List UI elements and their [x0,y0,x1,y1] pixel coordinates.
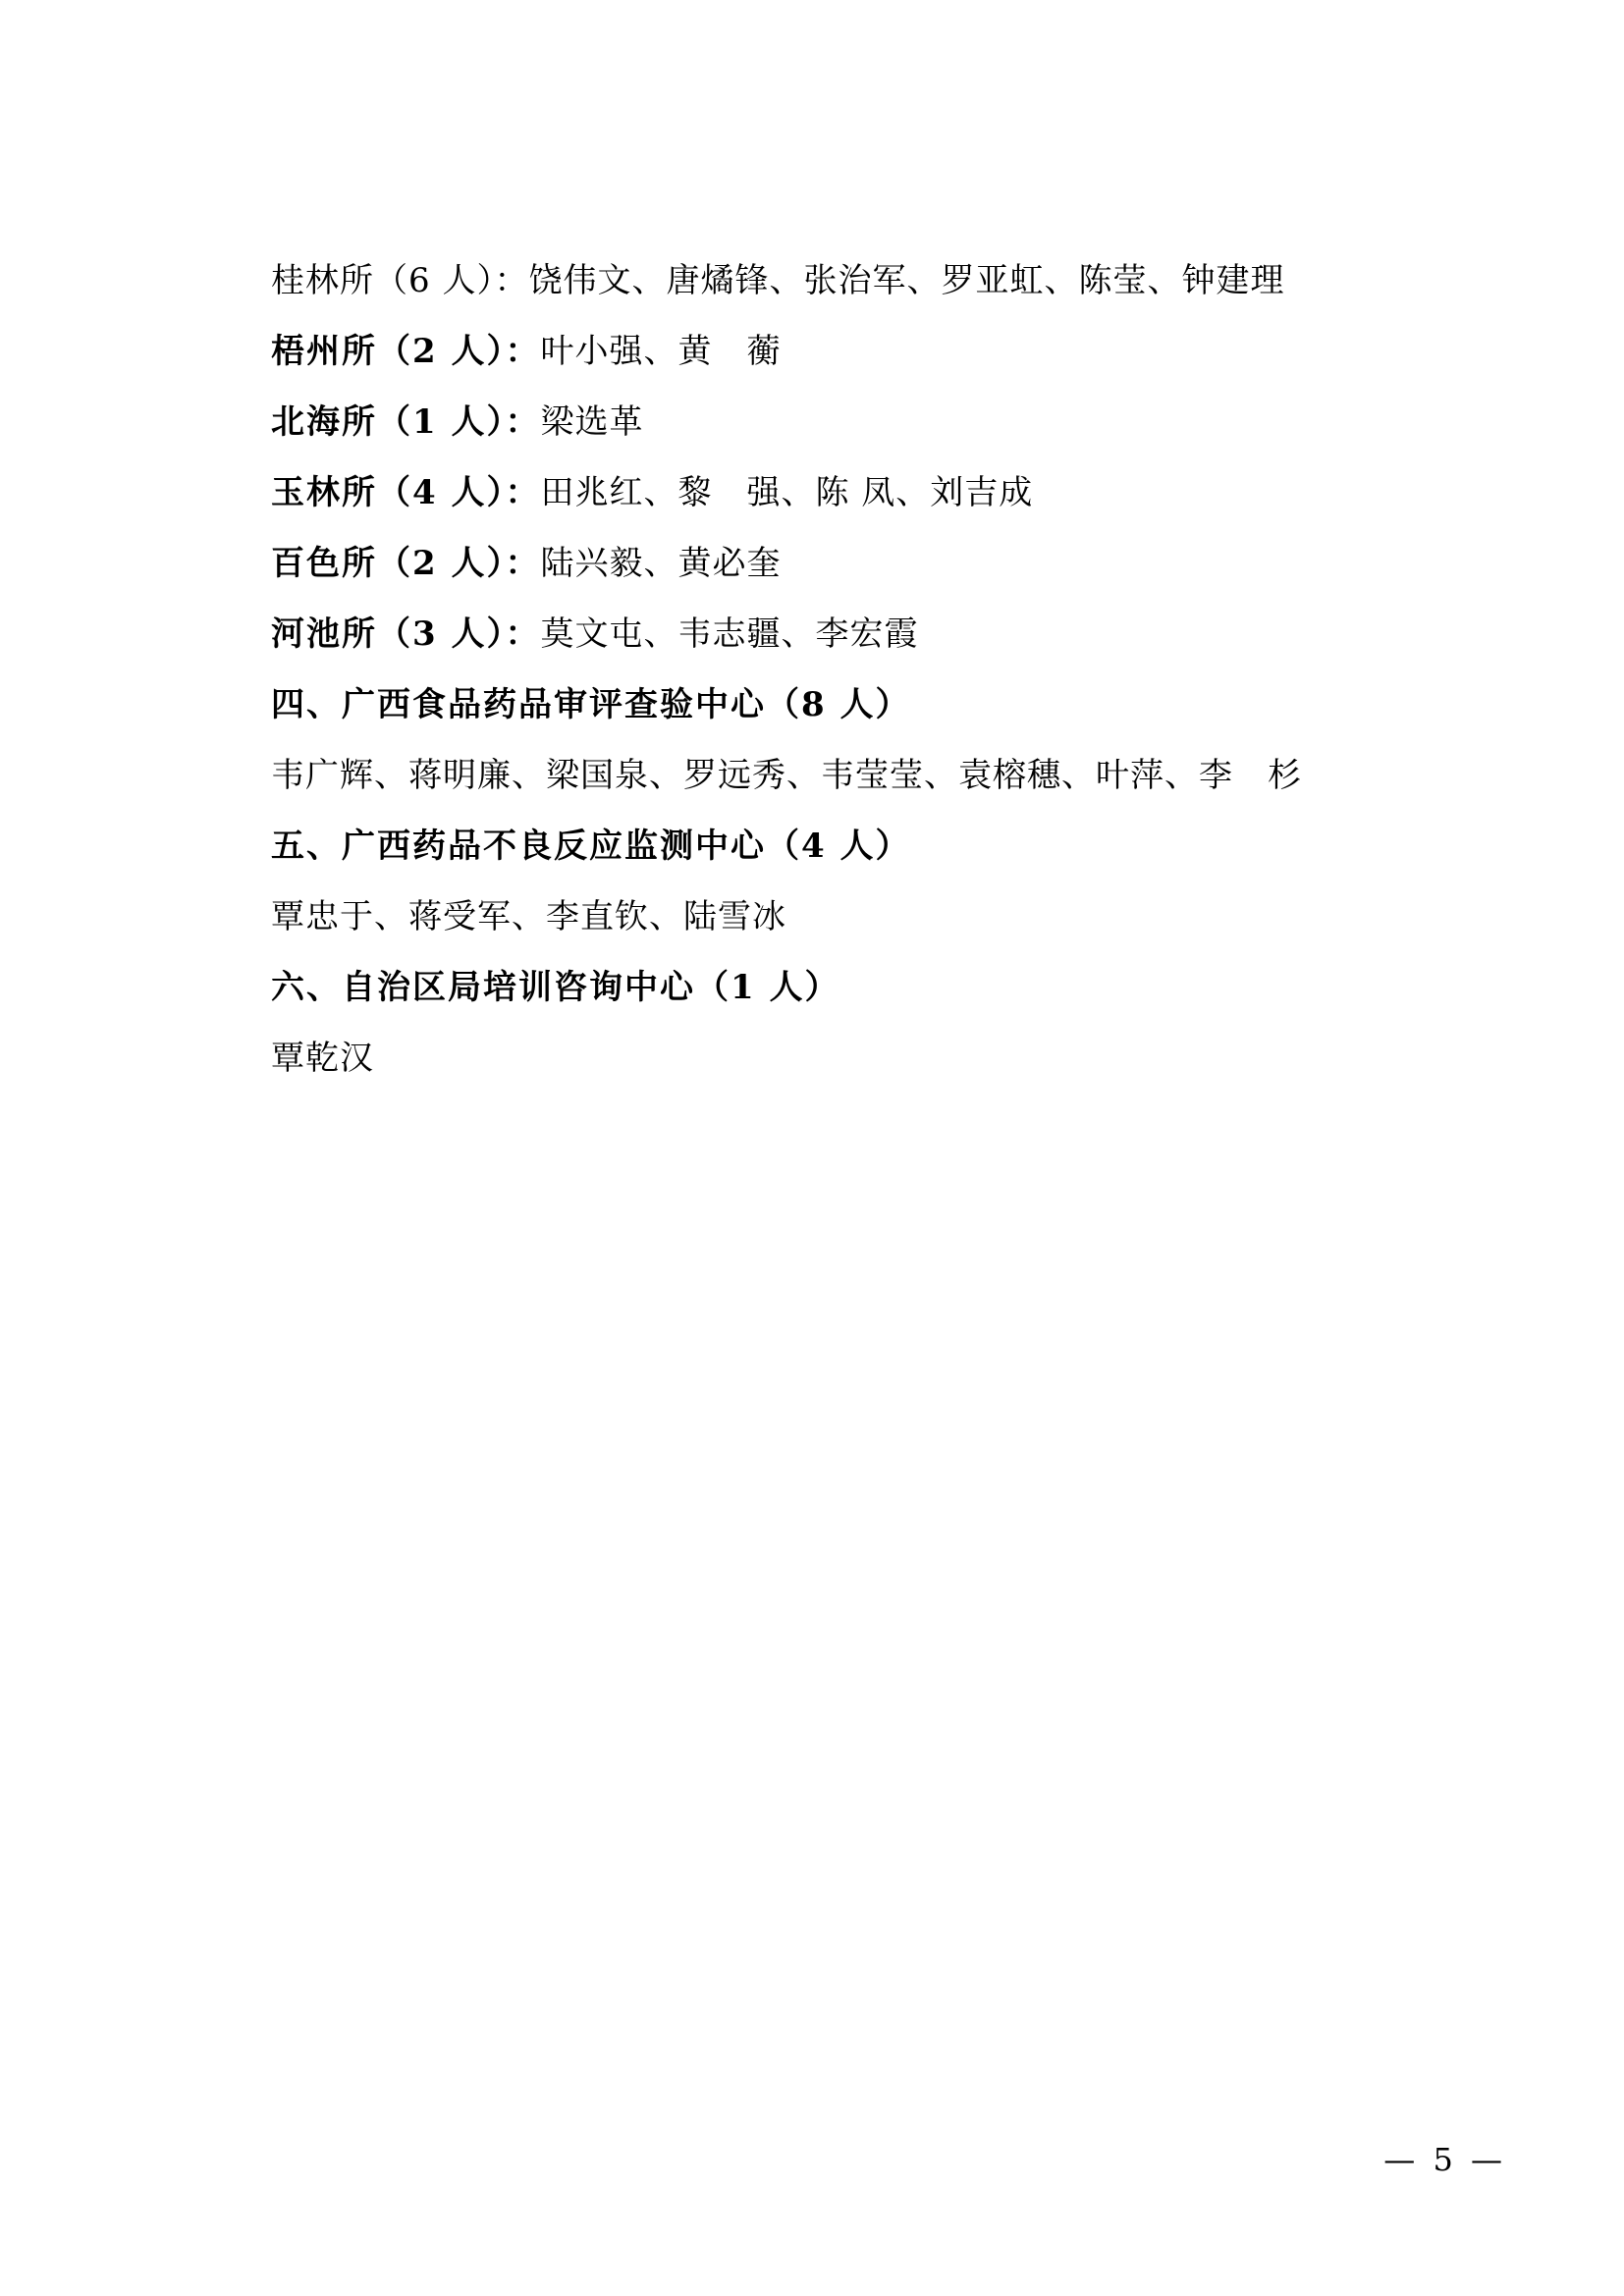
section-names-4: 韦广辉、蒋明廉、梁国泉、罗远秀、韦莹莹、袁榕穗、叶萍、李 杉 [271,756,1302,795]
entry-wuzhou-label: 梧州所（2 人）： [271,332,541,371]
entry-beihai [204,387,1412,457]
section-heading-4: 四、广西食品药品审评查验中心（8 人） [271,685,911,724]
document-body [204,245,1412,1094]
entry-guilin-label: 桂林所（6 人）： [271,261,529,300]
entry-guilin-names: 饶伟文、唐燏锋、张治军、罗亚虹、陈莹、钟建理 [528,261,1285,300]
entry-yulin-label: 玉林所（4 人）： [271,473,541,512]
entry-guilin [204,245,1412,316]
entry-baise-label: 百色所（2 人）： [271,544,541,583]
entry-hechi [204,599,1412,669]
entry-baise [204,528,1412,599]
page-number: — 5 — [1383,2141,1506,2178]
entry-yulin-names: 田兆红、黎 强、陈 凤、刘吉成 [540,473,1034,512]
entry-hechi-names: 莫文屯、韦志疆、李宏霞 [540,614,919,654]
entry-hechi-label: 河池所（3 人）： [271,614,541,654]
entry-beihai-label: 北海所（1 人）： [271,402,541,442]
entry-yulin [204,457,1412,528]
entry-baise-names: 陆兴毅、黄必奎 [540,544,782,583]
entry-beihai-names: 梁选革 [540,402,644,442]
entry-wuzhou-names: 叶小强、黄 蘅 [540,332,782,371]
section-names-5: 覃忠于、蒋受军、李直钦、陆雪冰 [271,897,786,936]
section-names-6: 覃乾汉 [271,1039,374,1078]
section-heading-5: 五、广西药品不良反应监测中心（4 人） [271,827,911,866]
entry-wuzhou [204,316,1412,387]
section-heading-6: 六、自治区局培训咨询中心（1 人） [271,968,840,1007]
